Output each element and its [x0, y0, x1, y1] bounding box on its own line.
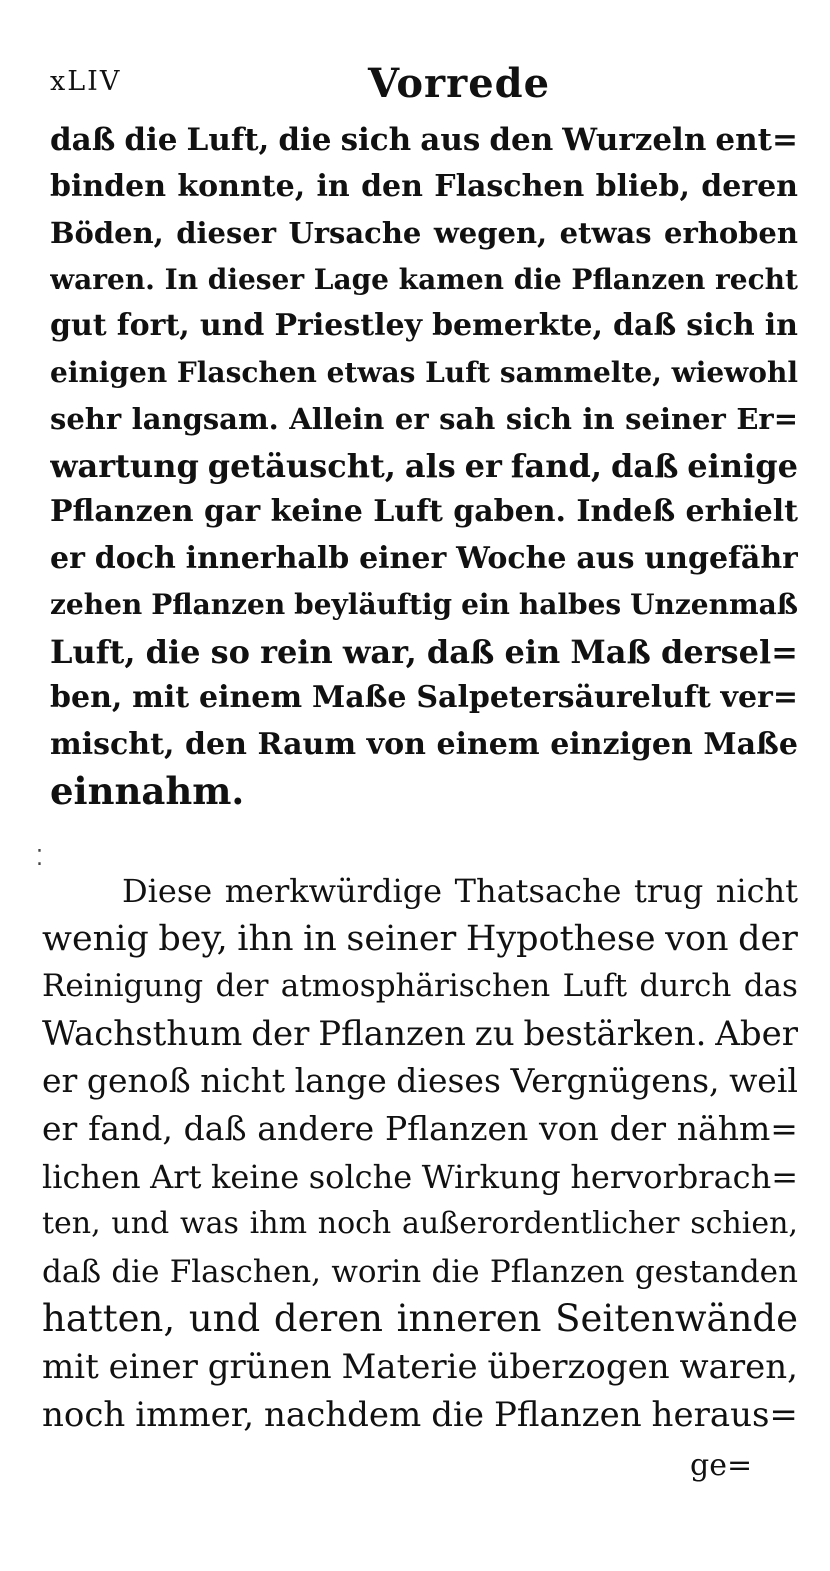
text-line	[42, 963, 798, 1009]
word: seiner	[346, 918, 457, 959]
word: daß	[613, 308, 677, 343]
word: den	[185, 726, 247, 762]
word: daß	[426, 632, 495, 671]
word: er	[394, 402, 429, 436]
word: einem	[199, 680, 303, 715]
word: daß	[610, 446, 679, 485]
word: Art	[150, 1157, 202, 1196]
word: keine	[211, 1157, 300, 1196]
word: nicht	[200, 1061, 286, 1101]
word: mischt,	[50, 726, 175, 762]
word: Hypothese	[465, 918, 656, 959]
word: von	[366, 726, 426, 762]
word: er	[42, 1109, 78, 1148]
word: fand,	[510, 446, 603, 485]
word: sich	[505, 402, 572, 436]
word: zehen	[50, 588, 143, 621]
text-line	[50, 536, 798, 582]
word: konnte,	[177, 168, 306, 204]
word: Pflanzen	[151, 588, 286, 621]
word: war,	[342, 632, 417, 671]
word: Thatsache	[454, 872, 622, 910]
word: Pflanzen	[384, 1109, 529, 1148]
word: bestärken.	[523, 1013, 707, 1054]
word: ihn	[237, 918, 294, 959]
word: getäuscht,	[207, 446, 396, 485]
word: etwas	[326, 355, 416, 389]
word: einer	[359, 540, 447, 576]
word: fort,	[116, 308, 190, 343]
word: Maße	[703, 726, 798, 762]
word: in	[303, 918, 337, 959]
word: nähm=	[676, 1109, 798, 1148]
word: dersel=	[660, 632, 798, 671]
word: halbes	[518, 588, 622, 621]
word: bey,	[158, 918, 228, 959]
word: In	[164, 262, 199, 296]
word: Lage	[313, 262, 389, 296]
text-line	[50, 257, 798, 303]
word: merkwürdige	[224, 872, 443, 910]
word: ent=	[715, 122, 798, 158]
word: langsam.	[131, 402, 279, 436]
word: der	[609, 1109, 667, 1148]
word: rein	[260, 632, 333, 671]
word: Maß	[570, 632, 651, 671]
text-line	[42, 1201, 798, 1247]
word: gar	[203, 494, 261, 529]
text-line	[42, 1296, 798, 1342]
word: außerordentlicher	[401, 1206, 680, 1242]
word: Woche	[456, 540, 567, 576]
word: in	[764, 308, 798, 343]
text-line	[42, 1106, 798, 1152]
word: Wurzeln	[562, 122, 707, 158]
word: Luft	[425, 355, 491, 389]
page-header	[50, 60, 790, 110]
word: von	[665, 918, 729, 959]
word: dieser	[207, 262, 305, 296]
word: in	[316, 168, 350, 204]
word: immer,	[135, 1394, 255, 1435]
text-line	[50, 117, 798, 163]
text-line	[50, 675, 798, 721]
word: die	[513, 262, 562, 296]
word: Unzenmaß	[630, 588, 798, 621]
word: einige	[687, 446, 798, 485]
word: als	[404, 446, 456, 485]
word: Ursache	[288, 216, 422, 250]
word: Flaschen,	[169, 1253, 322, 1290]
word: Aber	[715, 1013, 798, 1054]
word: ein	[504, 632, 561, 671]
word: er	[50, 540, 85, 576]
word: dieser	[176, 216, 277, 250]
word: sich	[686, 308, 755, 343]
word: aus	[576, 540, 635, 576]
word: Priestley	[274, 308, 422, 343]
word: Raum	[257, 726, 357, 762]
word: etwas	[559, 216, 652, 250]
word: ver=	[720, 680, 798, 715]
text-line	[42, 1011, 798, 1057]
catchword: ge=	[690, 1448, 753, 1483]
word: Indeß	[576, 494, 676, 529]
word: Salpetersäureluft	[416, 680, 711, 715]
word: er	[42, 1061, 78, 1101]
word: wenig	[42, 918, 149, 959]
word: so	[210, 632, 250, 671]
word: seiner	[625, 402, 726, 436]
word: Er=	[736, 402, 798, 436]
word: Materie	[341, 1347, 478, 1387]
word: ihm	[249, 1206, 308, 1242]
word: durch	[639, 968, 732, 1005]
word: Flaschen	[176, 355, 317, 389]
word: die	[431, 1253, 480, 1290]
text-line	[122, 868, 798, 914]
word: ungefähr	[644, 540, 798, 576]
text-line	[50, 629, 798, 675]
word: Maße	[311, 680, 407, 715]
word: was	[179, 1206, 239, 1242]
word: mit	[42, 1347, 99, 1387]
word: der	[215, 968, 269, 1005]
word: hervorbrach=	[570, 1157, 798, 1196]
text-line	[42, 1154, 798, 1200]
word: deren	[701, 168, 798, 204]
word: daß	[183, 1109, 247, 1148]
word: Pflanzen	[489, 1253, 625, 1290]
word: Wirkung	[421, 1157, 561, 1196]
word: das	[743, 968, 798, 1005]
text-line	[42, 1344, 798, 1390]
word: die	[111, 1253, 160, 1290]
word: gaben.	[453, 494, 566, 529]
text-line	[42, 1058, 798, 1104]
word: und	[199, 308, 265, 343]
text-line	[50, 164, 798, 210]
word: waren.	[50, 262, 155, 296]
word: Pflanzen	[318, 1013, 466, 1054]
word: Flaschen	[434, 168, 585, 204]
word: Böden,	[50, 216, 164, 250]
word: gut	[50, 308, 107, 343]
text-line	[50, 303, 798, 349]
text-line	[42, 916, 798, 962]
word: genoß	[86, 1061, 191, 1101]
word: waren,	[679, 1347, 798, 1387]
word: ten,	[42, 1206, 101, 1242]
text-line	[50, 722, 798, 768]
word: einzigen	[550, 726, 693, 762]
word: die	[124, 122, 178, 158]
word: ein	[461, 588, 510, 621]
text-line	[42, 1392, 798, 1438]
word: sich	[340, 122, 412, 158]
word: sah	[439, 402, 496, 436]
word: noch	[42, 1394, 126, 1435]
word: noch	[317, 1206, 392, 1242]
word: Luft,	[186, 122, 270, 158]
word: gestanden	[634, 1253, 798, 1290]
word: Wachsthum	[42, 1013, 243, 1054]
word: inneren	[396, 1297, 542, 1341]
word: die	[145, 632, 201, 671]
word: wartung	[50, 446, 199, 485]
word: von	[539, 1109, 599, 1148]
word: binden	[50, 168, 167, 204]
text-line	[50, 396, 798, 442]
word: er	[464, 446, 502, 485]
word: der	[251, 1013, 310, 1054]
word: atmosphärischen	[280, 968, 551, 1005]
word: überzogen	[487, 1347, 670, 1387]
word: doch	[94, 540, 176, 576]
word: einigen	[50, 355, 168, 389]
word: deren	[273, 1297, 383, 1341]
word: Seitenwände	[555, 1297, 798, 1341]
word: ben,	[50, 680, 123, 715]
word: daß	[42, 1253, 102, 1290]
word: beyläuftig	[294, 588, 453, 621]
word: worin	[331, 1253, 422, 1290]
word: nicht	[715, 872, 798, 910]
word: Pflanzen	[493, 1394, 642, 1435]
page-number: xLIV	[50, 66, 122, 97]
word: andere	[257, 1109, 375, 1148]
word: trug	[634, 872, 704, 910]
text-line	[50, 350, 798, 396]
word: wegen,	[433, 216, 548, 250]
word: einnahm.	[50, 769, 245, 813]
word: Vergnügens,	[510, 1061, 720, 1101]
running-head: Vorrede	[368, 60, 551, 107]
word: recht	[715, 262, 798, 296]
text-line	[50, 210, 798, 256]
word: die	[431, 1394, 484, 1435]
word: den	[361, 168, 423, 204]
word: innerhalb	[185, 540, 350, 576]
word: daß	[50, 122, 116, 158]
word: heraus=	[651, 1394, 798, 1435]
text-line	[50, 489, 798, 535]
word: Luft	[373, 494, 443, 529]
word: in	[582, 402, 615, 436]
word: Reinigung	[42, 968, 204, 1005]
word: lange	[294, 1061, 387, 1101]
word: schien,	[690, 1206, 798, 1242]
word: nachdem	[264, 1394, 422, 1435]
word: Pflanzen	[571, 262, 706, 296]
word: aus	[420, 122, 481, 158]
word: einem	[436, 726, 540, 762]
word: hatten,	[42, 1297, 176, 1341]
word: fand,	[88, 1109, 173, 1148]
word: Luft,	[50, 632, 136, 671]
text-line	[42, 1249, 798, 1295]
word: lichen	[42, 1157, 141, 1196]
text-line	[50, 582, 798, 628]
word: einer	[108, 1347, 198, 1387]
word: weil	[729, 1061, 798, 1101]
text-line	[50, 768, 798, 814]
word: erhielt	[685, 494, 798, 529]
stray-mark: ⁚	[36, 846, 43, 871]
word: mit	[132, 680, 190, 715]
word: bemerkte,	[432, 308, 603, 343]
word: kamen	[398, 262, 505, 296]
text-line	[50, 443, 798, 489]
word: und	[188, 1297, 261, 1341]
word: Allein	[289, 402, 385, 436]
word: keine	[270, 494, 363, 529]
word: den	[489, 122, 554, 158]
word: zu	[474, 1013, 515, 1054]
word: wiewohl	[671, 355, 798, 389]
word: Luft	[562, 968, 628, 1005]
word: sehr	[50, 402, 122, 436]
word: sammelte,	[499, 355, 662, 389]
word: Diese	[122, 872, 213, 910]
word: der	[738, 918, 798, 959]
word: die	[278, 122, 332, 158]
word: und	[111, 1206, 170, 1242]
word: blieb,	[595, 168, 690, 204]
word: solche	[308, 1157, 413, 1196]
word: grünen	[207, 1347, 332, 1387]
word: Pflanzen	[50, 494, 194, 529]
word: erhoben	[664, 216, 798, 250]
word: dieses	[396, 1061, 501, 1101]
